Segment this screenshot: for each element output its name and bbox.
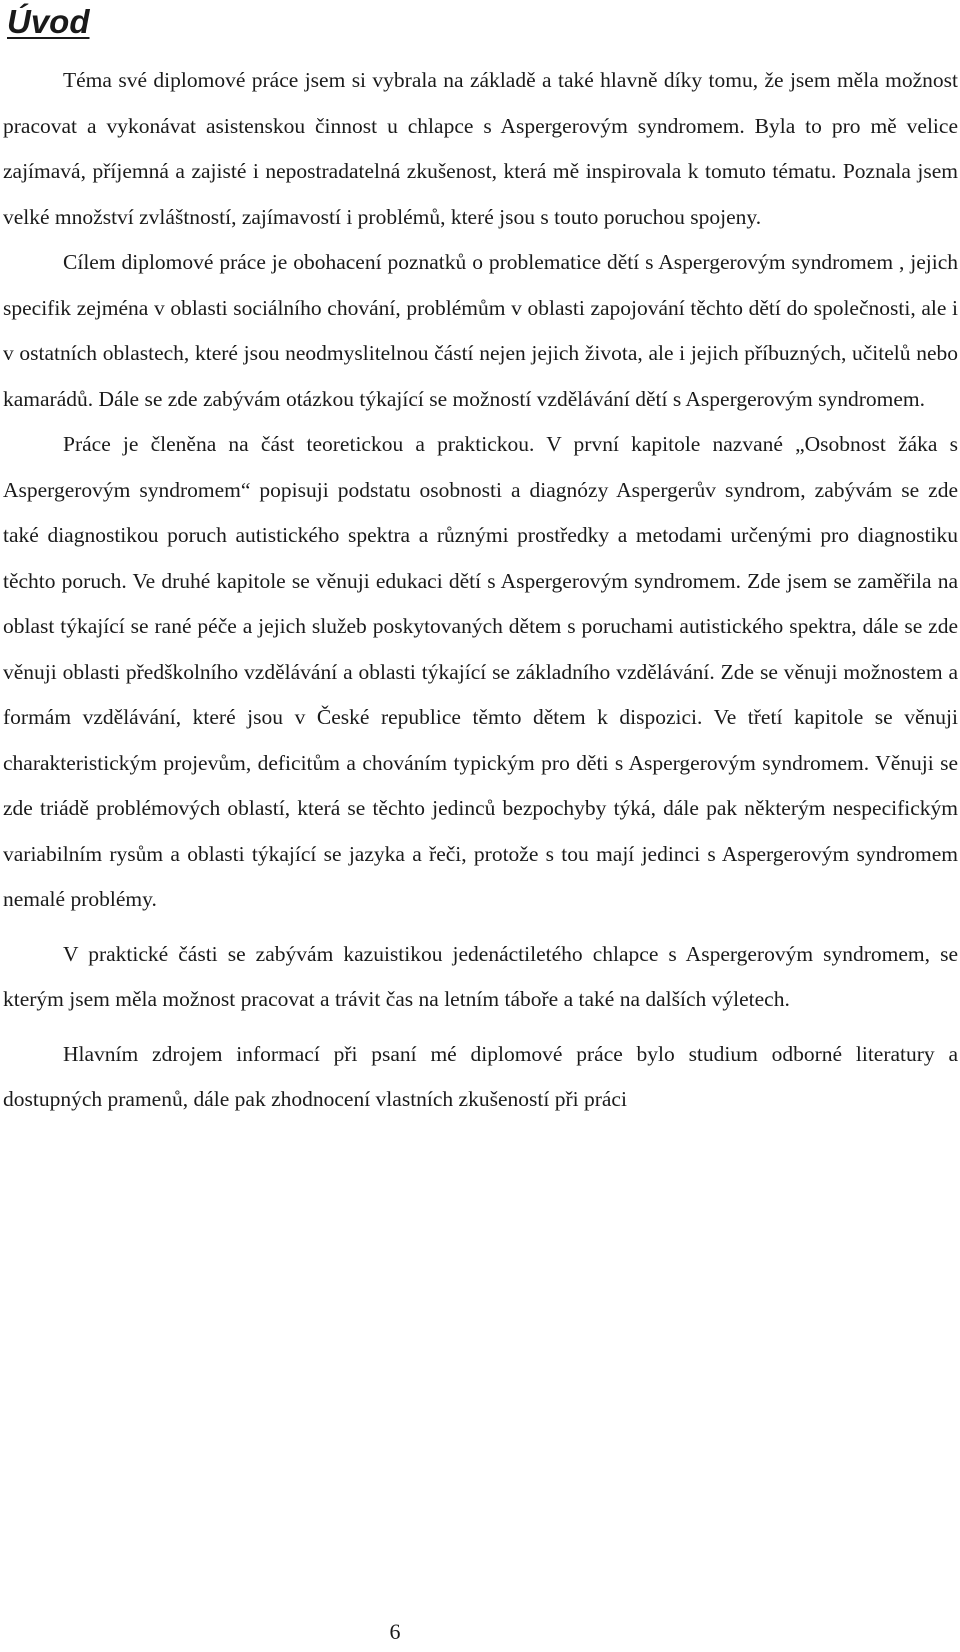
- paragraph-practical-part: V praktické části se zabývám kazuistikou jedenáctiletého chlapce s Aspergerovým syndromem, se kterým jsem měla možnost pracovat a trávit čas na letním táboře a také na dalších výletech.: [3, 941, 958, 1011]
- paragraph-sources: Hlavním zdrojem informací při psaní mé diplomové práce bylo studium odborné literatury a dostupných pramenů, dále pak zhodnocení vlastních zkušeností při práci: [3, 1041, 958, 1111]
- paragraph-topic-choice: Téma své diplomové práce jsem si vybrala na základě a také hlavně díky tomu, že jsem měla možnost pracovat a vykonávat asistenskou činnost u chlapce s Aspergerovým syndromem. Byla to pro mě velice zajímavá, příjemná a zajisté i nepostradatelná zkušenost, která mě inspirovala k tomuto tématu. Poznala jsem velké množství zvláštností, zajímavostí i problémů, které jsou s touto poruchou spojeny.: [3, 68, 958, 229]
- paragraph-structure: Práce je členěna na část teoretickou a praktickou. V první kapitole nazvané „Osobnost žáka s Aspergerovým syndromem“ popisuji podstatu osobnosti a diagnózy Aspergerův syndrom, zabývám se zde také diagnostikou poruch autistického spektra a různými prostředky a metodami určenými pro diagnostiku těchto poruch. Ve druhé kapitole se věnuji edukaci dětí s Aspergerovým syndromem. Zde jsem se zaměřila na oblast týkající se rané péče a jejich služeb poskytovaných dětem s poruchami autistického spektra, dále se zde věnuji oblasti předškolního vzdělávání a oblasti týkající se základního vzdělávání. Zde se věnuji možnostem a formám vzdělávání, které jsou v České republice těmto dětem k dispozici. Ve třetí kapitole se věnuji charakteristickým projevům, deficitům a chováním typickým pro děti s Aspergerovým syndromem. Věnuji se zde triádě problémových oblastí, která se těchto jedinců bezpochyby týká, dále pak některým nespecifickým variabilním rysům a oblasti týkající se jazyka a řeči, protože s tou mají jedinci s Aspergerovým syndromem nemalé problémy.: [3, 432, 958, 911]
- page-number: 6: [389, 1619, 401, 1644]
- body-text: [3, 58, 958, 1123]
- section-heading: Úvod: [7, 3, 90, 40]
- paragraph-thesis-goal: Cílem diplomové práce je obohacení poznatků o problematice dětí s Aspergerovým syndromem , jejich specifik zejména v oblasti sociálního chování, problémům v oblasti zapojování těchto dětí do společnosti, ale i v ostatních oblastech, které jsou neodmyslitelnou částí nejen jejich života, ale i jejich příbuzných, učitelů nebo kamarádů. Dále se zde zabývám otázkou týkající se možností vzdělávání dětí s Aspergerovým syndromem.: [3, 250, 958, 411]
